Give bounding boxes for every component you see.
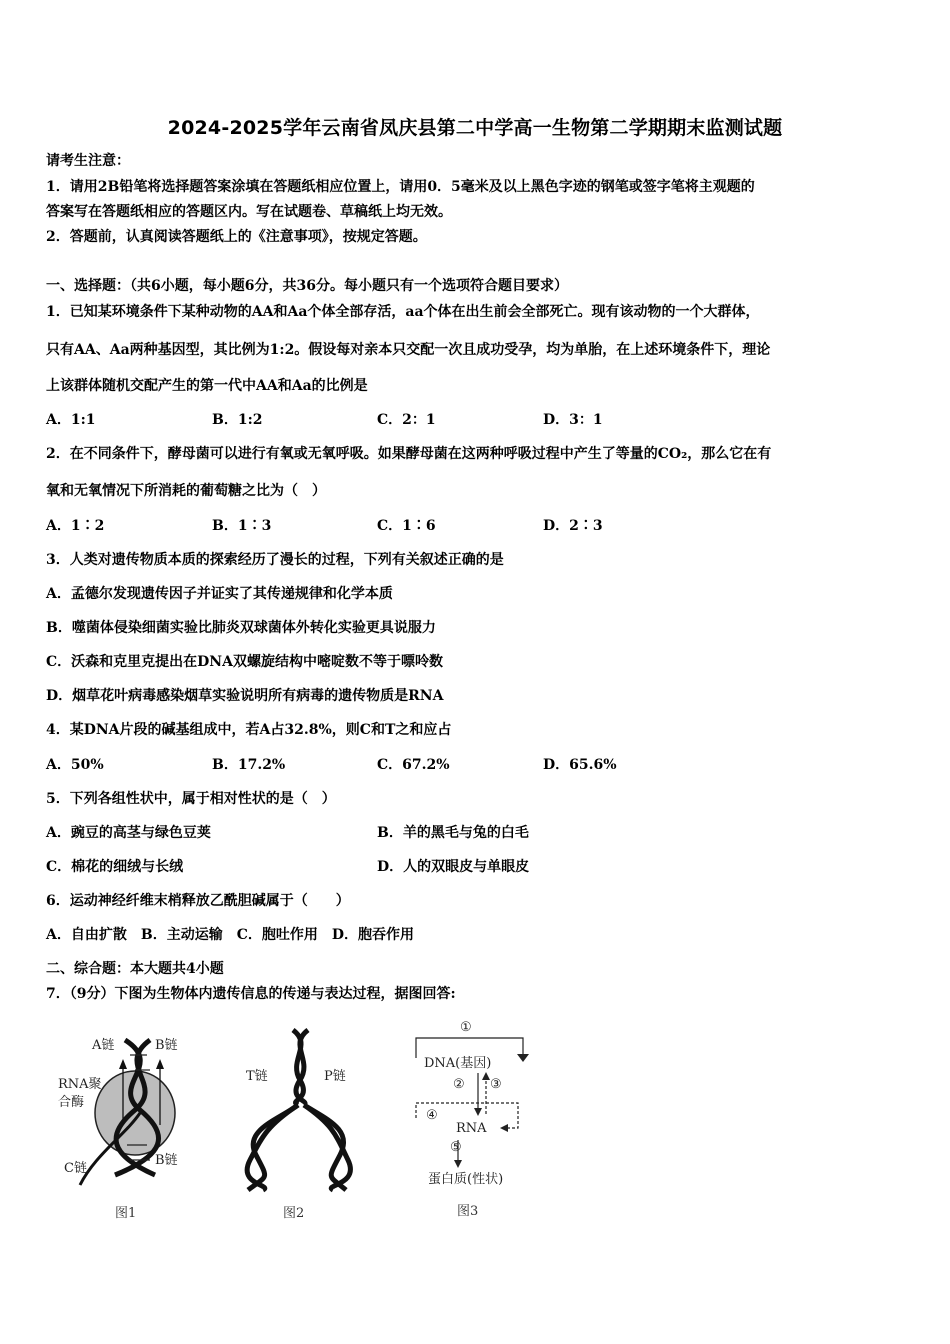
transcription-diagram [55,1025,205,1205]
fig1-label-a-chain: A链 [92,1038,115,1053]
fig3-protein-trait: 蛋白质(性状) [428,1172,504,1187]
fig3-step-2: ② [453,1077,465,1092]
fig1-label-rna-poly-1: RNA聚 [58,1077,102,1092]
q4-option-a[interactable]: A．50% [46,757,104,773]
q3-option-a[interactable]: A．孟德尔发现遗传因子并证实了其传递规律和化学本质 [46,586,393,602]
q1-option-c[interactable]: C．2：1 [377,412,436,428]
figure-1 [55,1025,205,1221]
fig1-label-b-chain: B链 [155,1038,178,1053]
notice-line-1b: 答案写在答题纸相应的答题区内。写在试题卷、草稿纸上均无效。 [46,204,452,220]
fig1-label-c-chain: C链 [64,1161,87,1176]
q4-option-b[interactable]: B．17.2% [212,757,286,773]
notice-line-1a: 1．请用2B铅笔将选择题答案涂填在答题纸相应位置上，请用0．5毫米及以上黑色字迹的钢笔或签字笔将主观题的 [46,179,755,195]
fig2-caption: 图2 [283,1206,305,1221]
q1-stem-line1: 1．已知某环境条件下某种动物的AA和Aa个体全部存活，aa个体在出生前会全部死亡。现有该动物的一个大群体， [46,304,760,320]
q3-option-d[interactable]: D．烟草花叶病毒感染烟草实验说明所有病毒的遗传物质是RNA [46,688,444,704]
q5-option-d[interactable]: D．人的双眼皮与单眼皮 [377,859,530,875]
q1-option-b[interactable]: B．1:2 [212,412,263,428]
notice-heading: 请考生注意： [46,153,130,169]
q4-stem: 4．某DNA片段的碱基组成中，若A占32.8%，则C和T之和应占 [46,722,452,738]
q1-stem-line3: 上该群体随机交配产生的第一代中AA和Aa的比例是 [46,378,368,394]
fig3-step-3: ③ [490,1077,502,1092]
fig2-label-t-chain: T链 [246,1069,268,1084]
fig3-step-4: ④ [426,1108,438,1123]
exam-title: 2024-2025学年云南省凤庆县第二中学高一生物第二学期期末监测试题 [167,117,783,139]
section-2-heading: 二、综合题：本大题共4小题 [46,961,224,977]
q6-options[interactable]: A．自由扩散 B．主动运输 C．胞吐作用 D．胞吞作用 [46,927,414,943]
q6-stem: 6．运动神经纤维末梢释放乙酰胆碱属于（ ） [46,893,350,909]
q3-option-b[interactable]: B．噬菌体侵染细菌实验比肺炎双球菌体外转化实验更具说服力 [46,620,436,636]
fig3-rna: RNA [456,1121,487,1136]
q5-option-b[interactable]: B．羊的黑毛与兔的白毛 [377,825,529,841]
fig3-step-5: ⑤ [450,1140,462,1155]
q4-option-d[interactable]: D．65.6% [543,757,617,773]
q3-option-c[interactable]: C．沃森和克里克提出在DNA双螺旋结构中嘧啶数不等于嘌呤数 [46,654,443,670]
fig2-label-p-chain: P链 [324,1069,346,1084]
figure-2 [238,1025,368,1221]
fig1-caption: 图1 [115,1206,137,1221]
fig3-caption: 图3 [457,1204,479,1219]
q2-option-c[interactable]: C．1∶6 [377,518,436,534]
q2-stem-line1: 2．在不同条件下，酵母菌可以进行有氧或无氧呼吸。如果酵母菌在这两种呼吸过程中产生了等量的CO₂，那么它在有 [46,446,772,462]
notice-line-2: 2．答题前，认真阅读答题纸上的《注意事项》，按规定答题。 [46,229,427,245]
fig1-label-rna-poly-2: 合酶 [58,1095,85,1110]
q1-stem-line2: 只有AA、Aa两种基因型，其比例为1:2。假设每对亲本只交配一次且成功受孕，均为单胎，在上述环境条件下，理论 [46,342,771,358]
q2-stem-line2: 氧和无氧情况下所消耗的葡萄糖之比为（ ） [46,483,326,499]
q2-option-d[interactable]: D．2∶3 [543,518,603,534]
q5-option-a[interactable]: A．豌豆的高茎与绿色豆荚 [46,825,211,841]
fig3-dna-gene: DNA(基因) [424,1056,492,1071]
replication-diagram [238,1025,368,1205]
q2-option-b[interactable]: B．1∶3 [212,518,272,534]
q3-stem: 3．人类对遗传物质本质的探索经历了漫长的过程，下列有关叙述正确的是 [46,552,504,568]
q4-option-c[interactable]: C．67.2% [377,757,450,773]
q1-option-d[interactable]: D．3：1 [543,412,603,428]
q2-option-a[interactable]: A．1∶2 [46,518,105,534]
fig3-step-1: ① [460,1020,472,1035]
figure-3 [408,1018,538,1219]
q7-stem: 7．（9分）下图为生物体内遗传信息的传递与表达过程，据图回答: [46,986,456,1002]
q5-option-c[interactable]: C．棉花的细绒与长绒 [46,859,184,875]
section-1-heading: 一、选择题：（共6小题，每小题6分，共36分。每小题只有一个选项符合题目要求） [46,278,568,294]
fig1-label-b-chain-lower: B链 [155,1153,178,1168]
q1-option-a[interactable]: A．1:1 [46,412,96,428]
q5-stem: 5．下列各组性状中，属于相对性状的是（ ） [46,791,336,807]
